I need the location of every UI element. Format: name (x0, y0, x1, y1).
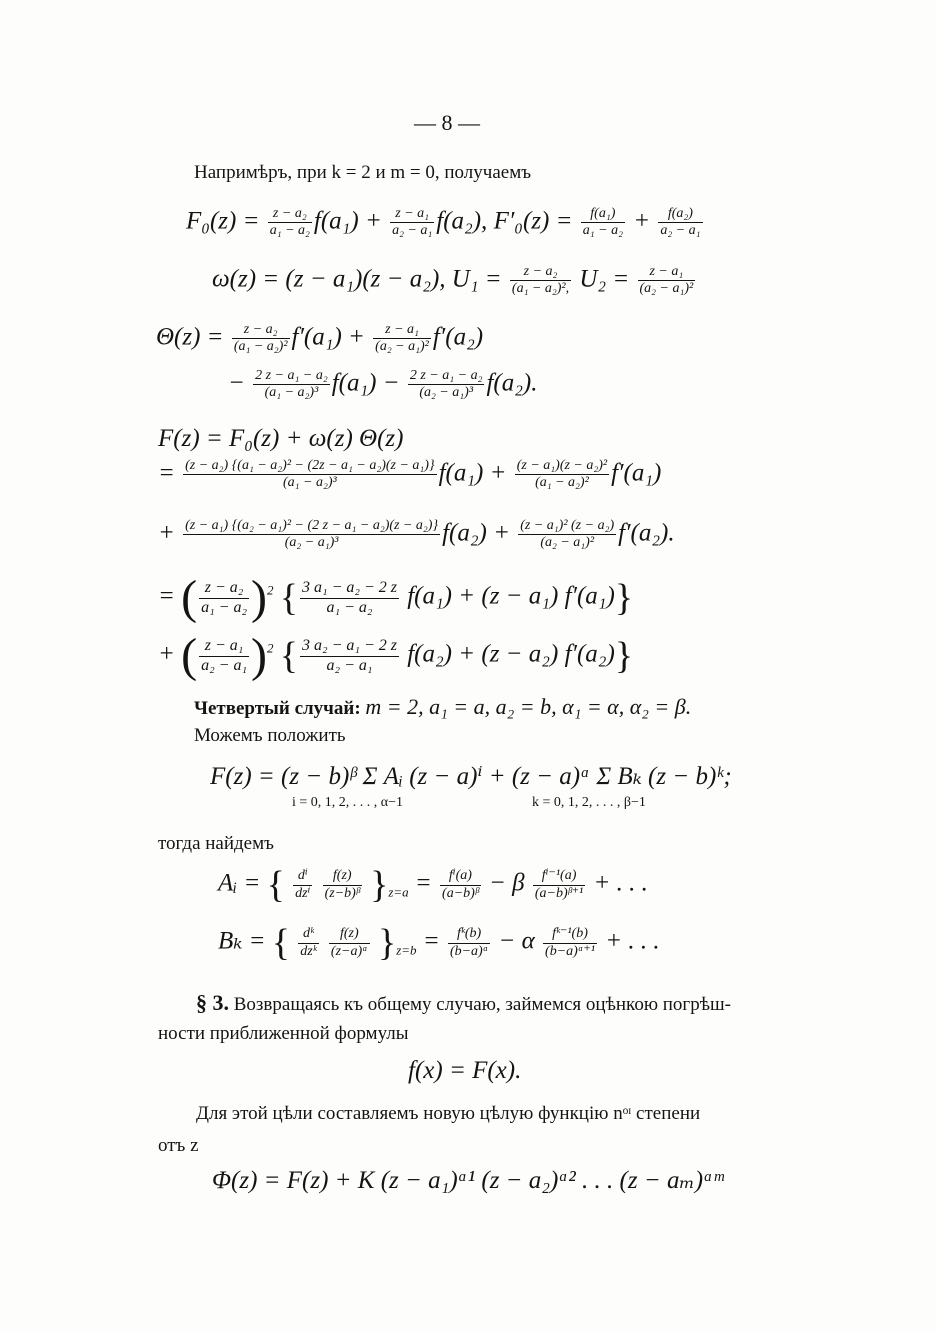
sum-index-i: i = 0, 1, 2, . . . , α−1 (292, 795, 404, 810)
equation-F-expand-2: + $\frac{\text{(z − a₁) \{(a₂ − a₁)² − (2 z − a₁ − a₂)(z − a₂)\}}}{\text{(a₂ − a₁)³}}$ f(a₂) + $\frac{\text{(z − a₁)² (z − a₂)}}{\text{(a₂ − a₁)²}}$ f′(a₂). (158, 518, 675, 551)
equation-F-def: F(z) = F₀(z) + ω(z) Θ(z) (158, 425, 404, 452)
fourth-case-formula: m = 2, a₁ = a, a₂ = b, α₁ = α, α₂ = β. (365, 694, 692, 719)
goal-text-line1: Для этой цѣли составляемъ новую цѣлую функцію nᵒᶦ степени (196, 1103, 701, 1124)
equation-F-grouped-1: = ( $\frac{\text{z − a₂}}{\text{a₁ − a₂}}$ )$^2$ { $\frac{\text{3 a₁ − a₂ − 2 z}}{\text{a₁ − a₂}}$ f(a₁) + (z − a₁) f′(a₁)} (158, 571, 634, 624)
equation-theta-cont: − $\frac{\text{2 z − a₁ − a₂}}{\text{(a₁ − a₂)³}}$ f(a₁) − $\frac{\text{2 z − a₁ − a₂}}{\text{(a₂ − a₁)³}}$ f(a₂). (228, 368, 538, 401)
equation-theta: Θ(z) = $\frac{\text{z − a₂}}{\text{(a₁ − a₂)²}}$ f′(a₁) + $\frac{\text{z − a₁}}{\text{(a₂ − a₁)²}}$ f′(a₂) (156, 322, 484, 355)
equation-F-expand-1: = $\frac{\text{(z − a₂) \{(a₁ − a₂)² − (2z − a₁ − a₂)(z − a₁)\}}}{\text{(a₁ − a₂)³}}$ f(a₁) + $\frac{\text{(z − a₁)(z − a₂)²}}{\text{(a₁ − a₂)²}}$ f′(a₁) (158, 458, 662, 491)
section-text-line2: ности приближенной формулы (158, 1023, 409, 1044)
fourth-case-label: Четвертый случай: (194, 698, 361, 719)
approx-formula: f(x) = F(x). (408, 1057, 522, 1084)
can-set: Можемъ положить (194, 725, 346, 746)
equation-F-sum: F(z) = (z − b)ᵝ Σ Aᵢ (z − a)ⁱ + (z − a)ᵅ Σ Bₖ (z − b)ᵏ; (210, 763, 732, 790)
equation-F0: F₀(z) = $\frac{\text{z − a₂}}{\text{a₁ − a₂}}$ f(a₁) + $\frac{\text{z − a₁}}{\text{a₂ − a₁}}$ f(a₂), F′₀(z) = $\frac{\text{f(a₁)}}{\text{a₁ − a₂}}$ + $\frac{\text{f(a₂)}}{\text{a₂ − a₁}}$ (186, 206, 701, 239)
equation-omega: ω(z) = (z − a₁)(z − a₂), U₁ = $\frac{\text{z − a₂}}{\text{(a₁ − a₂)²,}}$ U₂ = $\frac{\text{z − a₁}}{\text{(a₂ − a₁)²}}$ (212, 264, 694, 297)
equation-B: Bₖ = { $\frac{\text{dᵏ}}{\text{dzᵏ}}$ $\frac{f(z)}{\text{(z−a)ᵅ}}$ }$_{z=b}$ = $\frac{\text{fᵏ(b)}}{\text{(b−a)ᵅ}}$ − α $\frac{\text{fᵏ⁻¹(b)}}{\text{(b−a)ᵅ⁺¹}}$ + . . . (218, 922, 660, 964)
section-3-paragraph (196, 992, 731, 1014)
equation-F-grouped-2: + ( $\frac{\text{z − a₁}}{\text{a₂ − a₁}}$ )$^2$ { $\frac{\text{3 a₂ − a₁ − 2 z}}{\text{a₂ − a₁}}$ f(a₂) + (z − a₂) f′(a₂)} (158, 629, 634, 682)
goal-text-line2: отъ z (158, 1135, 199, 1156)
phi-formula: Φ(z) = F(z) + K (z − a₁)ᵅ¹ (z − a₂)ᵅ² . . . (z − aₘ)ᵅᵐ (212, 1167, 724, 1194)
section-mark: § 3. (196, 990, 229, 1015)
then-find: тогда найдемъ (158, 833, 274, 854)
section-text-line1: Возвращаясь къ общему случаю, займемся оцѣнкою погрѣш- (233, 994, 731, 1015)
fourth-case (194, 696, 691, 718)
example-intro: Напримѣръ, при k = 2 и m = 0, получаемъ (194, 162, 532, 183)
equation-A: Aᵢ = { $\frac{\text{dⁱ}}{\text{dzⁱ}}$ $\frac{f(z)}{\text{(z−b)ᵝ}}$ }$_{z=a}$ = $\frac{\text{fⁱ(a)}}{\text{(a−b)ᵝ}}$ − β $\frac{\text{fⁱ⁻¹(a)}}{\text{(a−b)ᵝ⁺¹}}$ + . . . (218, 864, 648, 906)
sum-index-k: k = 0, 1, 2, . . . , β−1 (532, 795, 646, 810)
page-number: — 8 — (414, 110, 480, 135)
